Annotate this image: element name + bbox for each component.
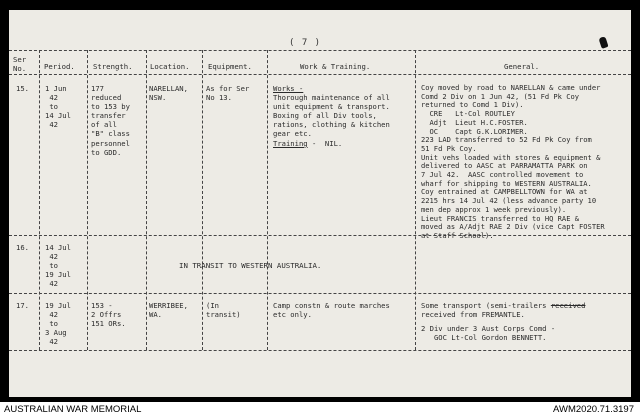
row-15-strength: 177 reduced to 153 by transfer of all "B" class personnel to GDD. bbox=[91, 84, 130, 157]
header-ser: Ser No. bbox=[13, 55, 27, 73]
row-15-works-heading: Works - bbox=[273, 84, 304, 93]
row-17-general-line2: received from FREMANTLE. bbox=[421, 310, 525, 319]
col-divider-ser bbox=[39, 50, 40, 350]
header-location: Location. bbox=[150, 62, 190, 71]
col-divider-work bbox=[415, 50, 416, 350]
row-15-training bbox=[273, 139, 342, 148]
col-divider-location bbox=[202, 50, 203, 350]
page-number: ( 7 ) bbox=[289, 38, 322, 48]
row-17-general-line3: 2 Div under 3 Aust Corps Comd - GOC Lt-Col Gordon BENNETT. bbox=[421, 324, 556, 343]
row-17-equipment: (In transit) bbox=[206, 301, 241, 320]
row-17-work: Camp constn & route marches etc only. bbox=[273, 301, 390, 320]
ink-mark bbox=[598, 36, 608, 49]
header-strength: Strength. bbox=[93, 62, 133, 71]
row-15-general: Coy moved by road to NARELLAN & came under Comd 2 Div on 1 Jun 42, (51 Fd Pk Coy returned to Comd 1 Div). CRE Lt-Col ROUTLEY Adjt Lieut H.C.FOSTER. OC Capt G.K.LORIMER. 223 LAD transferred to 52 Fd Pk Coy from 51 Fd Pk Coy. Unit vehs loaded with stores & equipment & delivered to AASC at PARRAMATTA PARK on 7 Jul 42. AASC controlled movement to wharf for shipping to WESTERN AUSTRALIA. Coy entrained at CAMPBELLTOWN for WA at 2215 hrs 14 Jul 42 (less advance party 10 men dep approx 1 week previously). Lieut FRANCIS transferred to HQ RAE & moved as A/Adjt RAE 2 Div (vice Capt FOSTER at Staff School). bbox=[421, 83, 605, 240]
row-17-general-line1-prefix: Some transport (semi-trailers bbox=[421, 301, 551, 310]
row-17-location: WERRIBEE, WA. bbox=[149, 301, 188, 320]
row-17-ser: 17. bbox=[16, 301, 29, 310]
header-general: General. bbox=[504, 62, 540, 71]
header-equipment: Equipment. bbox=[208, 62, 252, 71]
row-15-equipment: As for Ser No 13. bbox=[206, 84, 250, 103]
header-period: Period. bbox=[44, 62, 75, 71]
war-diary-page bbox=[9, 10, 631, 397]
row-17-period: 19 Jul 42 to 3 Aug 42 bbox=[45, 301, 71, 347]
row-15-period: 1 Jun 42 to 14 Jul 42 bbox=[45, 84, 71, 130]
row-16-bottom-rule bbox=[9, 293, 631, 294]
table-bottom-rule bbox=[9, 350, 631, 351]
header-bottom-rule bbox=[9, 74, 631, 75]
col-divider-strength bbox=[146, 50, 147, 350]
caption-source: AUSTRALIAN WAR MEMORIAL bbox=[4, 404, 142, 415]
row-16-transit-note: IN TRANSIT TO WESTERN AUSTRALIA. bbox=[179, 261, 322, 270]
row-15-training-value: - NIL. bbox=[307, 139, 343, 148]
row-15-ser: 15. bbox=[16, 84, 29, 93]
row-15-training-label: Training bbox=[273, 139, 308, 148]
header-work-training: Work & Training. bbox=[300, 62, 371, 71]
row-15-location: NARELLAN, NSW. bbox=[149, 84, 188, 103]
row-16-period: 14 Jul 42 to 19 Jul 42 bbox=[45, 243, 71, 289]
col-divider-period bbox=[87, 50, 88, 350]
row-17-strength: 153 - 2 Offrs 151 ORs. bbox=[91, 301, 126, 329]
row-16-ser: 16. bbox=[16, 243, 29, 252]
row-17-general-struck-text: received bbox=[550, 301, 586, 310]
col-divider-equipment bbox=[267, 50, 268, 350]
row-15-works-body: Thorough maintenance of all unit equipment & transport. Boxing of all Div tools, rations, clothing & kitchen gear etc. bbox=[273, 93, 390, 139]
table-top-rule bbox=[9, 50, 631, 51]
caption-accession-number: AWM2020.71.3197 bbox=[553, 404, 634, 415]
row-17-general-line1 bbox=[421, 301, 585, 310]
